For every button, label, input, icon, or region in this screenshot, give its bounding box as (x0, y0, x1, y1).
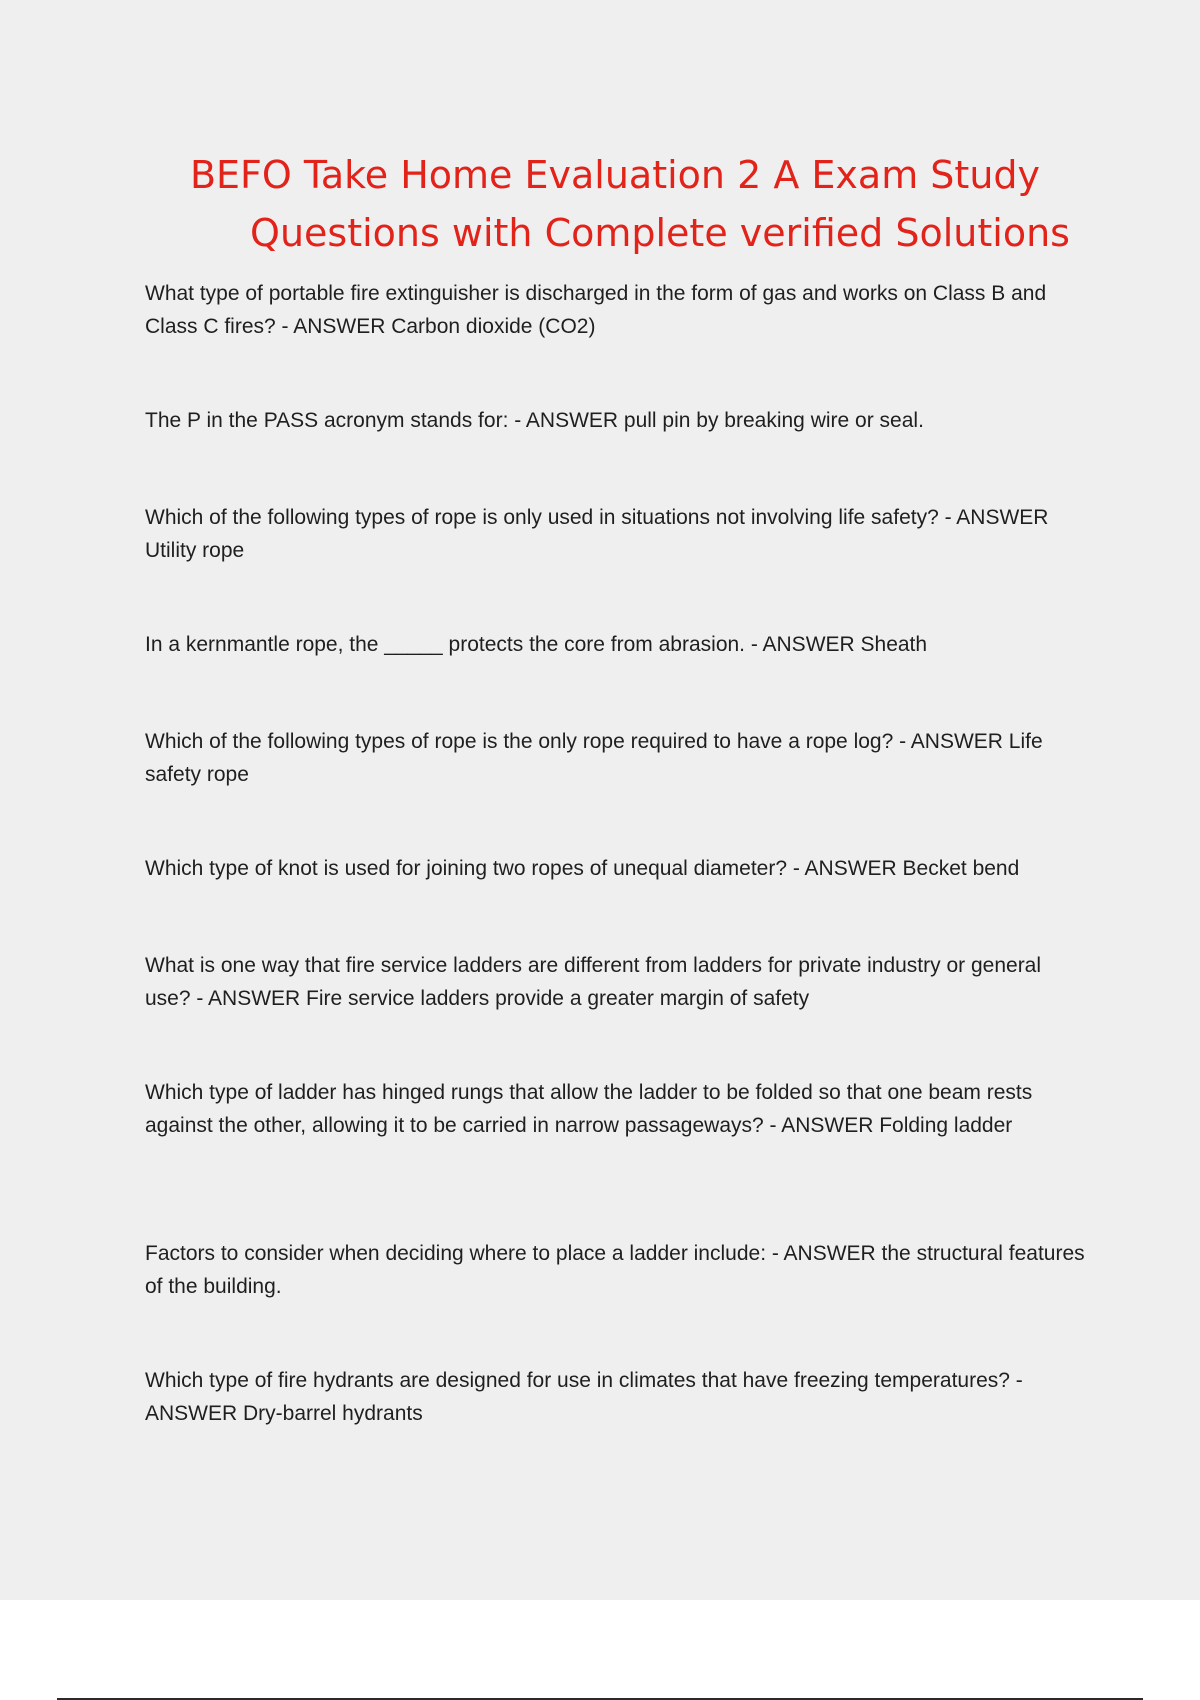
question-answer-item: Factors to consider when deciding where to place a ladder include: - ANSWER the structural features of the building. (145, 1242, 1085, 1298)
title-line-1: BEFO Take Home Evaluation 2 A Exam Study (189, 153, 1041, 197)
question-answer-item: Which of the following types of rope is only used in situations not involving life safety? - ANSWER Utility rope (145, 506, 1049, 562)
question-answer-item: Which type of ladder has hinged rungs that allow the ladder to be folded so that one beam rests against the other, allowing it to be carried in narrow passageways? - ANSWER Folding ladder (145, 1081, 1033, 1137)
question-answer-item: What is one way that fire service ladders are different from ladders for private industry or general use? - ANSWER Fire service ladders provide a greater margin of safety (145, 954, 1042, 1010)
question-answer-item: The P in the PASS acronym stands for: - ANSWER pull pin by breaking wire or seal. (145, 409, 924, 432)
question-answer-item: Which type of fire hydrants are designed for use in climates that have freezing temperatures? - ANSWER Dry-barrel hydrants (145, 1369, 1023, 1425)
title-line-2: Questions with Complete verified Solutions (250, 211, 1070, 255)
question-answer-item: In a kernmantle rope, the _____ protects the core from abrasion. - ANSWER Sheath (145, 633, 928, 656)
question-answer-item: Which of the following types of rope is the only rope required to have a rope log? - ANSWER Life safety rope (145, 730, 1043, 786)
document-title (150, 146, 1080, 262)
question-answer-item: What type of portable fire extinguisher is discharged in the form of gas and works on Class B and Class C fires? - ANSWER Carbon dioxide (CO2) (145, 282, 1047, 338)
page-footer-area (0, 1600, 1200, 1700)
question-answer-item: Which type of knot is used for joining two ropes of unequal diameter? - ANSWER Becket bend (145, 857, 1020, 880)
